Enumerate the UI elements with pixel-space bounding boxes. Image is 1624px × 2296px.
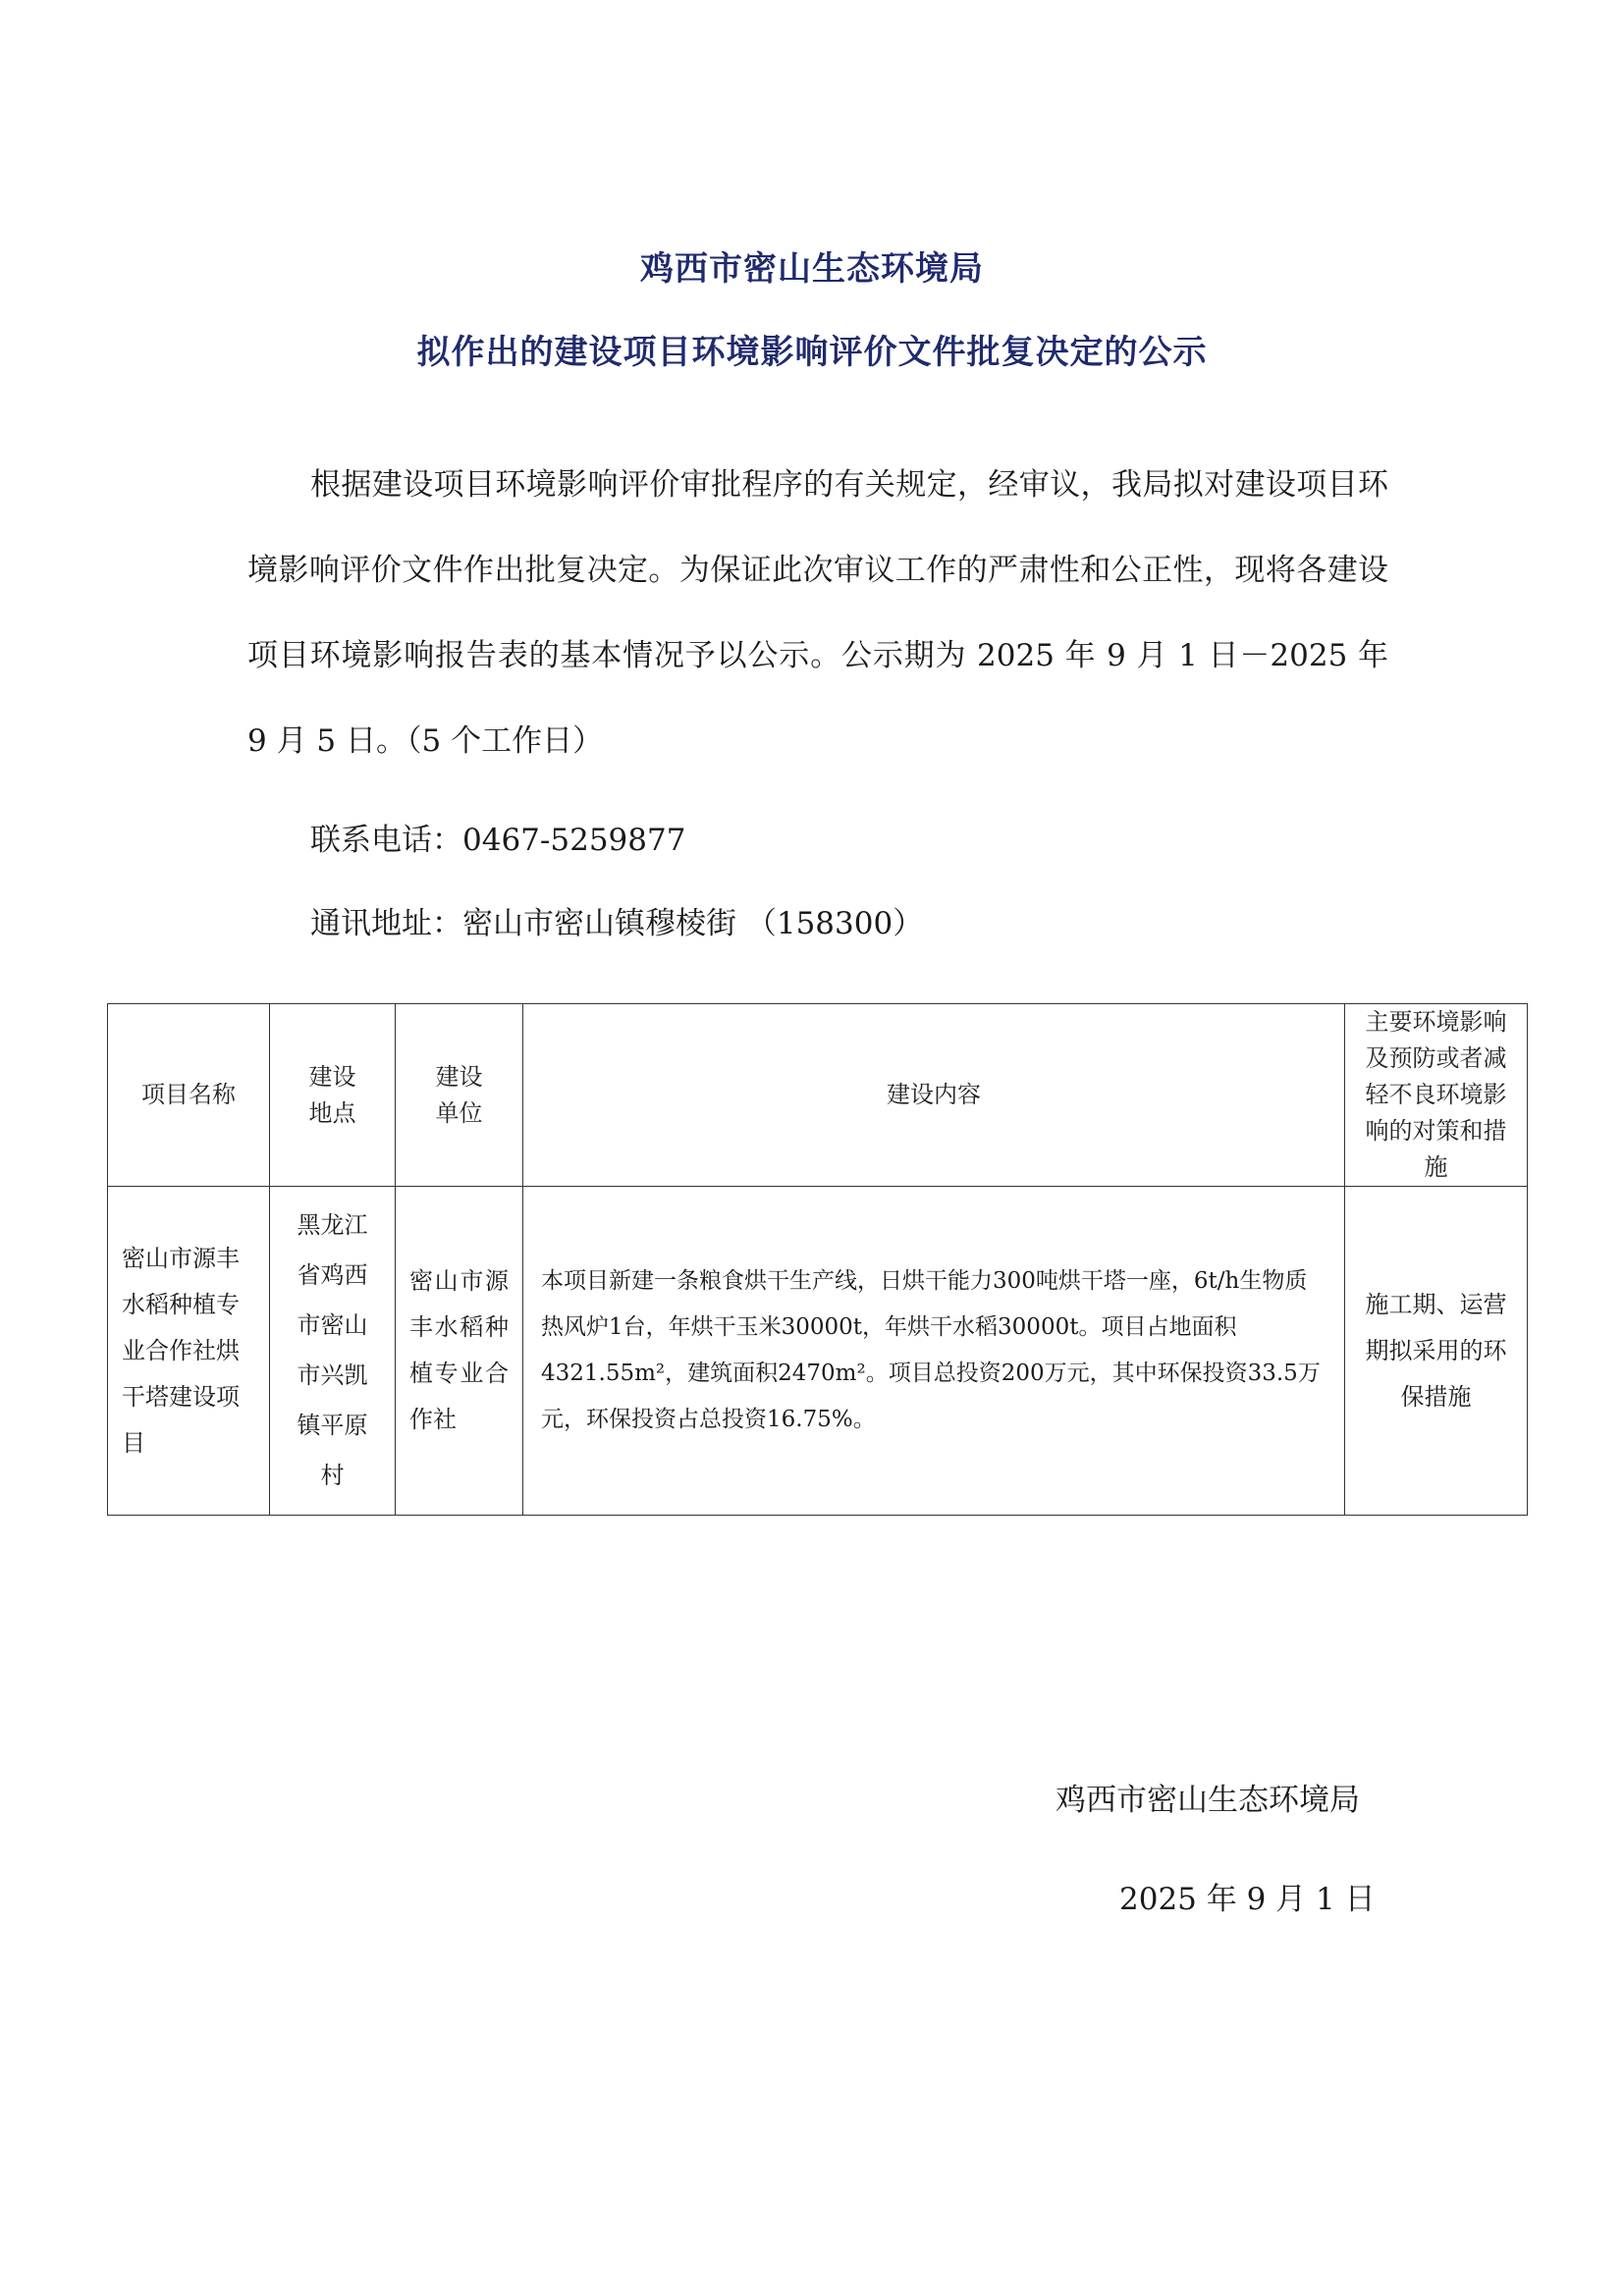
contact-address: 通讯地址：密山市密山镇穆棱街 （158300） (310, 906, 924, 941)
header-measures: 主要环境影响及预防或者减轻不良环境影响的对策和措施 (1345, 1004, 1528, 1187)
cell-project-name: 密山市源丰水稻种植专业合作社烘干塔建设项目 (108, 1187, 270, 1516)
cell-unit: 密山市源丰水稻种植专业合作社 (396, 1187, 523, 1516)
table-header-row (108, 1004, 1528, 1187)
header-location: 建设地点 (270, 1004, 396, 1187)
signature-org: 鸡西市密山生态环境局 (1056, 1783, 1360, 1818)
cell-measures: 施工期、运营期拟采用的环保措施 (1345, 1187, 1528, 1516)
cell-content: 本项目新建一条粮食烘干生产线，日烘干能力300吨烘干塔一座，6t/h生物质热风炉1台，年烘干玉米30000t，年烘干水稻30000t。项目占地面积4321.55m²，建筑面积2470m²。项目总投资200万元，其中环保投资33.5万元，环保投资占总投资16.75%。 (523, 1187, 1345, 1516)
document-title-line2: 拟作出的建设项目环境影响评价文件批复决定的公示 (416, 333, 1208, 372)
contact-phone: 联系电话：0467-5259877 (310, 823, 686, 858)
table-row (108, 1187, 1528, 1516)
signature-date: 2025 年 9 月 1 日 (1119, 1882, 1376, 1917)
header-unit: 建设单位 (396, 1004, 523, 1187)
cell-location: 黑龙江省鸡西市密山市兴凯镇平原村 (270, 1187, 396, 1516)
intro-paragraph: 根据建设项目环境影响评价审批程序的有关规定，经审议，我局拟对建设项目环境影响评价文件作出批复决定。为保证此次审议工作的严肃性和公正性，现将各建设项目环境影响报告表的基本情况予以公示。公示期为 2025 年 9 月 1 日－2025 年 9 月 5 日。（5 个工作日） (247, 467, 1388, 759)
header-project-name: 项目名称 (108, 1004, 270, 1187)
project-table (107, 1003, 1528, 1516)
header-content: 建设内容 (523, 1004, 1345, 1187)
document-title-line1: 鸡西市密山生态环境局 (640, 249, 984, 289)
